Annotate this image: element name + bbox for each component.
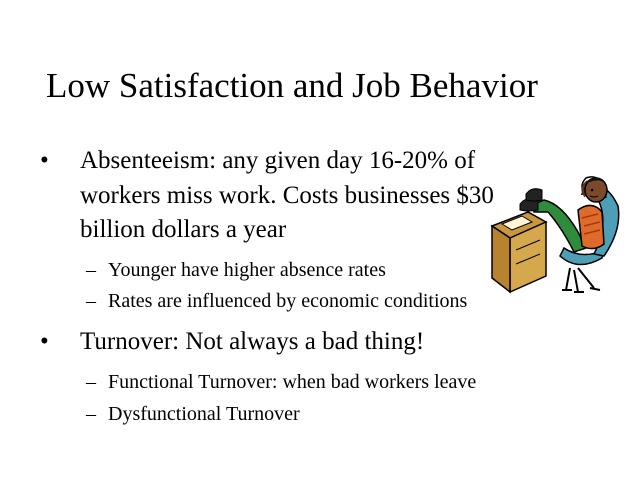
bullet-text-line: billion dollars a year — [80, 216, 287, 243]
bullet-text-line: workers miss work. Costs businesses $30 — [80, 182, 494, 209]
sub-bullet-marker: – — [86, 371, 96, 393]
bullet-text-line: Turnover: Not always a bad thing! — [80, 328, 425, 355]
bullet-marker: • — [40, 147, 49, 174]
sub-bullet-text: Younger have higher absence rates — [108, 259, 386, 281]
relaxing-worker-feet-on-desk-icon — [482, 160, 624, 296]
slide-title: Low Satisfaction and Job Behavior — [46, 66, 538, 105]
sub-bullet-marker: – — [86, 290, 96, 312]
sub-bullet-marker: – — [86, 259, 96, 281]
sub-bullet-text: Functional Turnover: when bad workers leave — [108, 371, 477, 393]
bullet-marker: • — [40, 328, 49, 355]
sub-bullet-text: Dysfunctional Turnover — [108, 403, 300, 425]
sub-bullet-text: Rates are influenced by economic conditions — [108, 290, 468, 312]
bullet-text-line: Absenteeism: any given day 16-20% of — [80, 147, 476, 174]
sub-bullet-marker: – — [86, 403, 96, 425]
